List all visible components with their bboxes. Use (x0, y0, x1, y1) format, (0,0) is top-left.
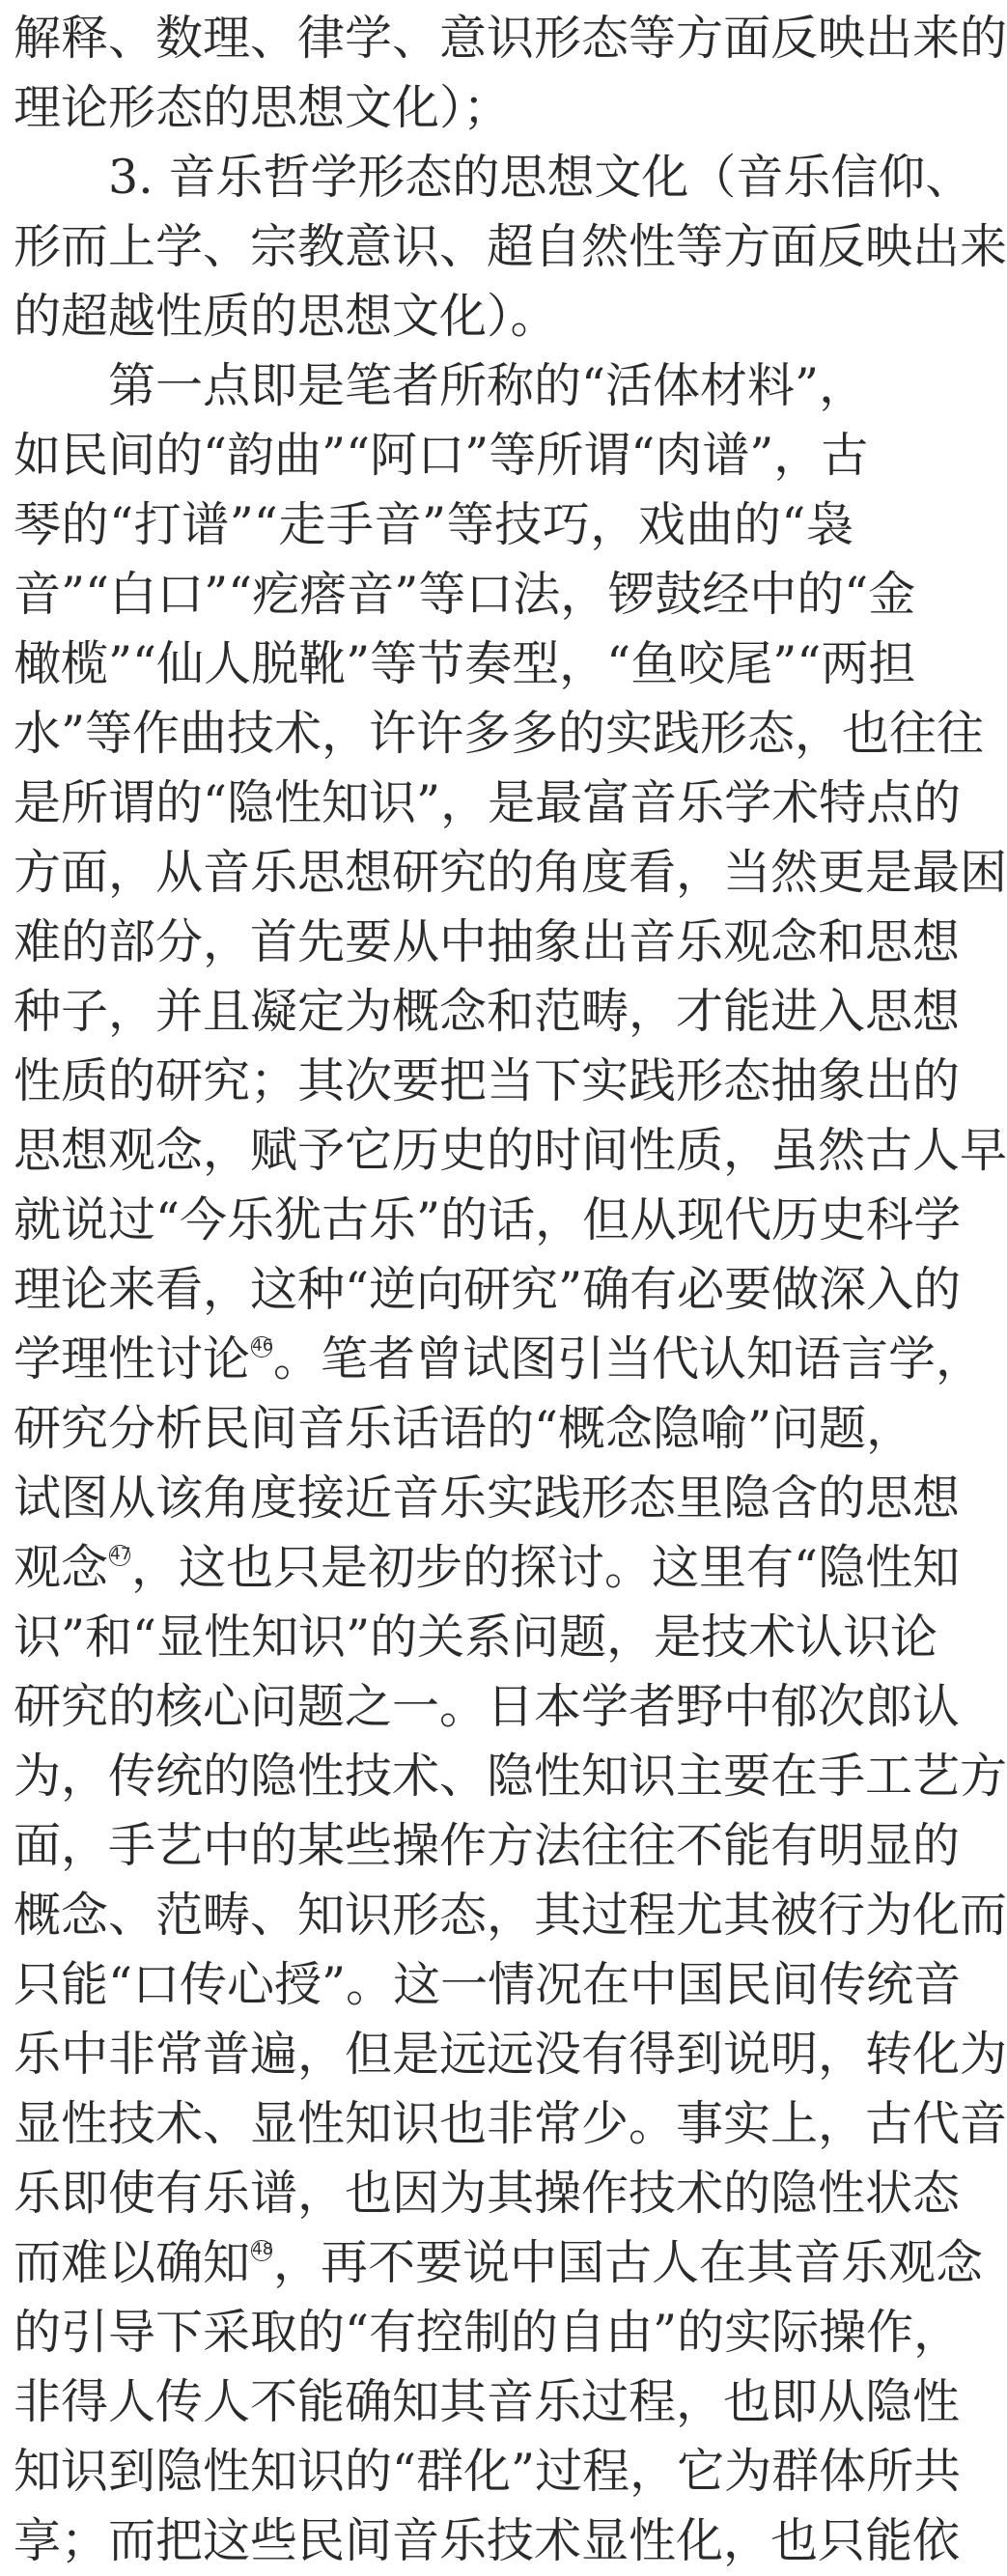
text-line: 琴的“打谱”“走手音”等技巧，戏曲的“袅 (14, 497, 853, 552)
text-line: 显性技术、显性知识也非常少。事实上，古代音 (14, 2096, 1007, 2151)
text-line (14, 1325, 984, 1394)
text-line: 的超越性质的思想文化）。 (14, 289, 558, 344)
text-line: 研究的核心问题之一。日本学者野中郁次郎认 (14, 1679, 961, 1734)
text-line: 非得人传人不能确知其音乐过程，也即从隐性 (14, 2374, 961, 2429)
text-line: 研究分析民间音乐话语的“概念隐喻”问题， (14, 1401, 914, 1456)
text-line: 性质的研究；其次要把当下实践形态抽象出的 (14, 1053, 961, 1108)
text-line: 音”“白口”“疙瘩音”等口法，锣鼓经中的“金 (14, 567, 916, 622)
text-segment: 。笔者曾试图引当代认知语言学， (273, 1331, 984, 1386)
text-line: 3. 音乐哲学形态的思想文化（音乐信仰、 (108, 150, 973, 205)
text-line: 就说过“今乐犹古乐”的话，但从现代历史科学 (14, 1192, 962, 1247)
text-segment: 而难以确知 (14, 2235, 251, 2290)
text-line: 乐中非常普遍，但是远远没有得到说明，转化为 (14, 2027, 1007, 2082)
text-line (14, 2228, 984, 2298)
text-line: 水”等作曲技术，许许多多的实践形态，也往往 (14, 706, 985, 761)
text-line: 为，传统的隐性技术、隐性知识主要在手工艺方 (14, 1749, 1007, 1804)
text-segment: ，这也只是初步的探讨。这里有“隐性知 (131, 1540, 961, 1595)
text-line: 思想观念，赋予它历史的时间性质，虽然古人早 (14, 1123, 1007, 1178)
footnote-marker[interactable]: 46 (252, 1336, 273, 1356)
text-line: 橄榄”“仙人脱靴”等节奏型，“鱼咬尾”“两担 (14, 636, 916, 691)
text-line: 第一点即是笔者所称的“活体材料”， (108, 358, 867, 413)
text-line: 是所谓的“隐性知识”，是最富音乐学术特点的 (14, 775, 962, 830)
text-line: 的引导下采取的“有控制的自由”的实际操作， (14, 2305, 962, 2360)
text-line: 难的部分，首先要从中抽象出音乐观念和思想 (14, 914, 961, 969)
text-line: 面，手艺中的某些操作方法往往不能有明显的 (14, 1818, 961, 1873)
footnote-marker[interactable]: 47 (110, 1545, 131, 1564)
text-line: 理论来看，这种“逆向研究”确有必要做深入的 (14, 1262, 962, 1317)
text-line: 概念、范畴、知识形态，其过程尤其被行为化而 (14, 1888, 1007, 1943)
text-line: 乐即使有乐谱，也因为其操作技术的隐性状态 (14, 2166, 961, 2221)
text-segment: 观念 (14, 1540, 109, 1595)
text-line: 理论形态的思想文化）； (14, 80, 511, 135)
text-line: 知识到隐性知识的“群化”过程，它为群体所共 (14, 2444, 962, 2499)
text-line: 识”和“显性知识”的关系问题，是技术认识论 (14, 1610, 938, 1665)
text-line: 种子，并且凝定为概念和范畴，才能进入思想 (14, 984, 961, 1039)
text-line: 只能“口传心授”。这一情况在中国民间传统音 (14, 1957, 962, 2012)
text-line: 方面，从音乐思想研究的角度看，当然更是最困 (14, 845, 1007, 900)
text-line: 解释、数理、律学、意识形态等方面反映出来的 (14, 11, 1007, 66)
footnote-marker[interactable]: 48 (252, 2240, 273, 2259)
text-line: 如民间的“韵曲”“阿口”等所谓“肉谱”，古 (14, 428, 869, 483)
text-line: 试图从该角度接近音乐实践形态里隐含的思想 (14, 1470, 961, 1526)
text-segment: ，再不要说中国古人在其音乐观念 (273, 2235, 984, 2290)
text-line: 享；而把这些民间音乐技术显性化，也只能依 (14, 2513, 961, 2568)
text-line: 形而上学、宗教意识、超自然性等方面反映出来 (14, 219, 1007, 274)
text-segment: 学理性讨论 (14, 1331, 251, 1386)
text-line (14, 1533, 961, 1603)
